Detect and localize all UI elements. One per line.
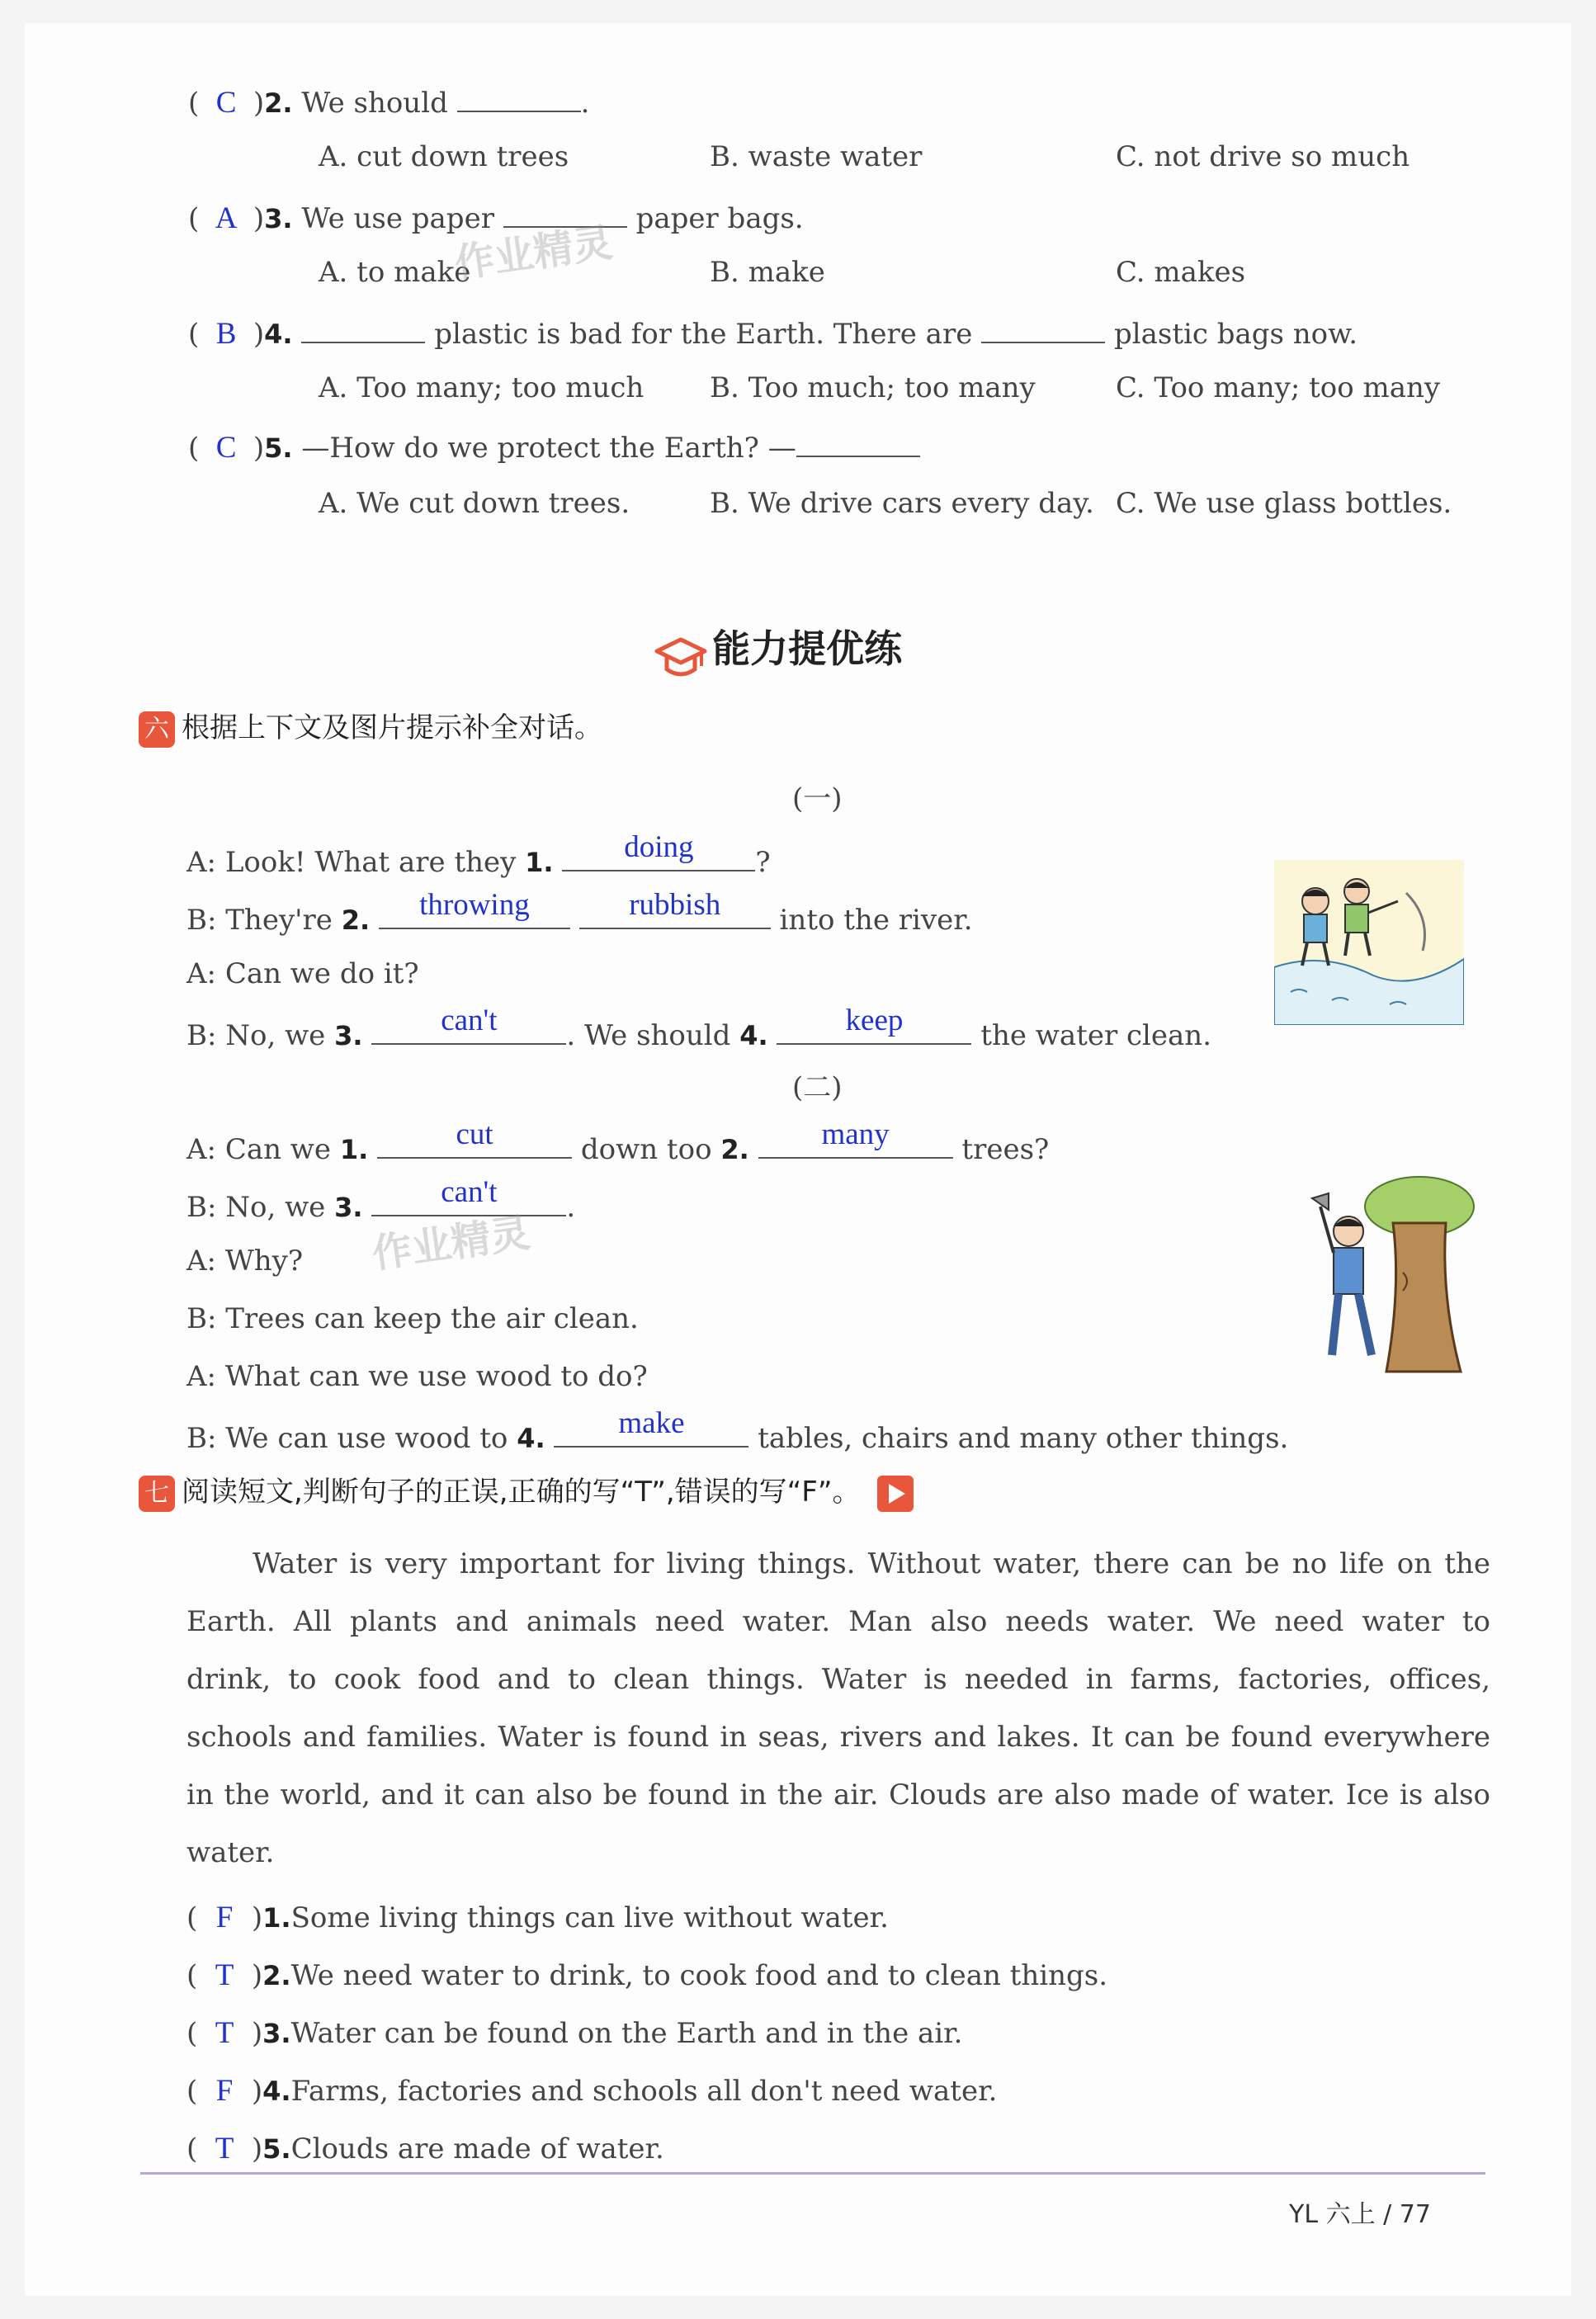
question-number: 2. [262, 1960, 291, 1991]
section-instruction: 阅读短文,判断句子的正误,正确的写“T”,错误的写“F”。 [182, 1476, 861, 1509]
blank-number: 4. [517, 1423, 545, 1454]
section-instruction: 根据上下文及图片提示补全对话。 [182, 711, 602, 744]
section-badge: 六 [139, 711, 175, 748]
option-a: A. cut down trees [319, 140, 569, 173]
passage-line: Earth. All plants and animals need water. Man also needs water. We need water to [187, 1605, 1490, 1638]
question-number: 1. [262, 1902, 291, 1934]
dialog-text: down too [580, 1133, 712, 1166]
option-b: B. waste water [710, 140, 923, 173]
answer-text: A [215, 201, 238, 235]
tf-item: ( T )5.Clouds are made of water. [187, 2132, 664, 2166]
option-c: C. We use glass bottles. [1116, 487, 1452, 520]
watermark: 作业精灵 [369, 1209, 533, 1278]
option-c: C. Too many; too many [1116, 371, 1441, 404]
passage-line: in the world, and it can also be found in the air. Clouds are also made of water. Ice is also [187, 1778, 1490, 1811]
answer-blank [457, 83, 581, 112]
choice-item: ( C )2. We should . [188, 83, 589, 120]
blank-number: 4. [739, 1020, 768, 1051]
dialog-line: A: Can we do it? [187, 957, 419, 990]
reading-passage [187, 1535, 1490, 1882]
dialog-line: B: Trees can keep the air clean. [187, 1302, 639, 1335]
dialog-text: ? [755, 846, 771, 879]
answer-text: rubbish [629, 888, 721, 922]
woodcutter-illustration [1296, 1174, 1477, 1380]
answer-text: keep [845, 1004, 904, 1037]
question-number: 5. [262, 2133, 291, 2165]
passage-line: schools and families. Water is found in seas, rivers and lakes. It can be found everywhere [187, 1721, 1490, 1754]
dialog-text: trees? [961, 1133, 1050, 1166]
option-a: A. to make [319, 256, 471, 289]
blank-number: 1. [339, 1134, 369, 1165]
question-stem: We should [301, 87, 448, 120]
answer-blank [796, 427, 920, 457]
answer-blank [371, 1004, 566, 1045]
answer-blank [758, 1117, 953, 1159]
section6-title [139, 705, 602, 748]
option-a: A. We cut down trees. [319, 487, 630, 520]
footer-rule [140, 2172, 1485, 2175]
answer-blank [562, 830, 755, 871]
choice-item: ( A )3. We use paper paper bags. [188, 198, 804, 236]
choice-item: ( C )5. —How do we protect the Earth? — [188, 427, 920, 465]
answer-text: C [215, 86, 237, 120]
answer-text: doing [624, 830, 694, 864]
question-number: 3. [264, 203, 293, 234]
answer-blank [981, 314, 1105, 343]
dialog-text: . [566, 1191, 576, 1224]
answer-text: T [215, 2016, 234, 2050]
answer-text: F [215, 1901, 234, 1934]
answer-blank [579, 888, 771, 929]
dialog-text: A: Look! What are they [187, 846, 517, 879]
section7-title [139, 1469, 914, 1512]
choice-item: ( B )4. plastic is bad for the Earth. There are plastic bags now. [188, 314, 1358, 352]
answer-blank [777, 1004, 971, 1045]
answer-text: can't [441, 1004, 498, 1037]
dialog-text: B: No, we [187, 1191, 326, 1224]
answer-text: T [215, 1958, 234, 1992]
question-stem-end: . [580, 87, 590, 120]
dialog-text: into the river. [779, 904, 973, 937]
tf-item: ( F )1.Some living things can live without water. [187, 1901, 889, 1934]
tf-item: ( F )4.Farms, factories and schools all don't need water. [187, 2074, 998, 2108]
blank-number: 3. [334, 1192, 363, 1223]
blank-number: 2. [720, 1134, 749, 1165]
dialog-line [187, 830, 771, 879]
answer-text: many [821, 1117, 890, 1151]
dialog-line [187, 1004, 1212, 1052]
play-icon[interactable] [877, 1476, 914, 1512]
question-number: 4. [262, 2076, 291, 2107]
option-a: A. Too many; too much [319, 371, 645, 404]
answer-text: T [215, 2132, 234, 2166]
answer-text: can't [441, 1175, 498, 1209]
question-stem: We use paper [301, 202, 494, 235]
heading-text: 能力提优练 [712, 626, 903, 671]
answer-blank [554, 1406, 748, 1448]
part-label: (二) [792, 1071, 843, 1104]
graduation-cap-icon [654, 635, 708, 682]
question-stem-end: plastic bags now. [1113, 318, 1358, 351]
option-b: B. We drive cars every day. [710, 487, 1094, 520]
blank-number: 2. [341, 904, 371, 936]
section-heading [654, 619, 902, 682]
question-stem: —How do we protect the Earth? — [301, 432, 796, 465]
watermark: 作业精灵 [451, 219, 616, 288]
blank-number: 3. [334, 1020, 363, 1051]
answer-blank [301, 314, 425, 343]
option-b: B. make [710, 256, 825, 289]
question-stem-end: paper bags. [635, 202, 804, 235]
answer-text: C [215, 431, 237, 465]
dialog-text: B: We can use wood to [187, 1422, 508, 1455]
dialog-line: A: Why? [187, 1245, 304, 1278]
passage-line: drink, to cook food and to clean things. Water is needed in farms, factories, offices, [187, 1663, 1490, 1696]
dialog-line [187, 1406, 1289, 1455]
question-stem: plastic is bad for the Earth. There are [434, 318, 973, 351]
blank-number: 1. [525, 847, 554, 878]
dialog-text: tables, chairs and many other things. [758, 1422, 1289, 1455]
part-label: (一) [792, 782, 843, 815]
statement-text: Clouds are made of water. [290, 2132, 664, 2166]
statement-text: Water can be found on the Earth and in the air. [290, 2017, 963, 2050]
dialog-text: A: Can we [187, 1133, 332, 1166]
answer-blank [377, 1117, 572, 1159]
question-number: 5. [264, 432, 293, 464]
passage-line: water. [187, 1836, 275, 1869]
dialog-text: . We should [566, 1019, 731, 1052]
answer-text: B [215, 317, 237, 351]
passage-line: Water is very important for living things. Without water, there can be no life on the [253, 1547, 1490, 1580]
page-number: YL 六上 / 77 [1289, 2200, 1431, 2229]
dialog-text: the water clean. [980, 1019, 1212, 1052]
answer-text: make [618, 1406, 685, 1440]
dialog-line: A: What can we use wood to do? [187, 1360, 648, 1393]
option-c: C. makes [1116, 256, 1246, 289]
children-river-illustration [1274, 860, 1464, 1025]
statement-text: We need water to drink, to cook food and to clean things. [290, 1959, 1108, 1992]
dialog-text: B: They're [187, 904, 333, 937]
statement-text: Farms, factories and schools all don't need water. [290, 2075, 998, 2108]
answer-text: F [215, 2074, 234, 2108]
answer-blank [379, 888, 570, 929]
answer-text: throwing [419, 888, 530, 922]
dialog-line [187, 1117, 1050, 1166]
worksheet-page [25, 23, 1571, 2296]
section-badge: 七 [139, 1476, 175, 1512]
answer-text: cut [456, 1117, 493, 1151]
dialog-line [187, 888, 973, 937]
question-number: 3. [262, 2018, 291, 2049]
option-b: B. Too much; too many [710, 371, 1036, 404]
tf-item: ( T )3.Water can be found on the Earth and in the air. [187, 2016, 963, 2050]
statement-text: Some living things can live without water. [290, 1901, 889, 1934]
question-number: 2. [264, 87, 293, 119]
option-c: C. not drive so much [1116, 140, 1410, 173]
dialog-text: B: No, we [187, 1019, 326, 1052]
question-number: 4. [264, 319, 293, 350]
tf-item: ( T )2.We need water to drink, to cook food and to clean things. [187, 1958, 1108, 1992]
